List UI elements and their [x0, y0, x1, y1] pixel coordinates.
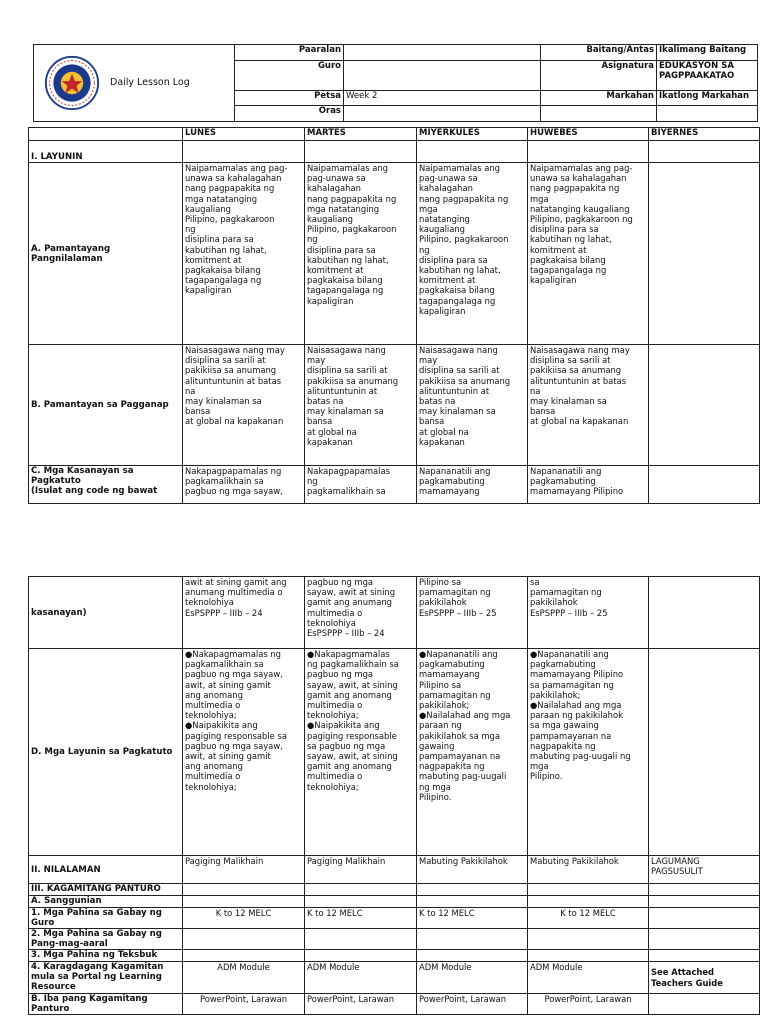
cell-gabay-guro-martes: K to 12 MELC: [305, 908, 417, 929]
cell-kasanayan-martes: Nakapagpapamalas ng pagkamalikhain sa: [305, 466, 417, 504]
document-title: Daily Lesson Log: [110, 77, 190, 88]
cell-pagganap-huwebes: Naisasagawa nang may disiplina sa sarili at pakikiisa sa anumang alituntuntunin at batas na may kinalaman sa bansa at global na kapakanan: [528, 345, 649, 466]
row-label-gabay-guro: 1. Mga Pahina sa Gabay ng Guro: [29, 908, 183, 929]
label-paaralan: Paaralan: [235, 45, 344, 61]
cell-iba-pang-miyerkules: PowerPoint, Larawan: [417, 994, 528, 1015]
cell-karagdagang-miyerkules: ADM Module: [417, 962, 528, 994]
day-header-martes: MARTES: [305, 128, 417, 141]
empty-cell: [657, 106, 758, 122]
cell-kasanayan-lunes: Nakapagpapamalas ng pagkamalikhain sa pagbuo ng mga sayaw,: [183, 466, 305, 504]
empty-cell: [541, 106, 657, 122]
value-asignatura: EDUKASYON SA PAGPPAAKATAO: [657, 60, 758, 90]
row-label-gabay-aaral: 2. Mga Pahina sa Gabay ng Pang-mag-aaral: [29, 929, 183, 950]
value-oras: [344, 106, 541, 122]
cell-kasanayan-cont-lunes: awit at sining gamit ang anumang multimedia o teknolohiya EsPSPPP – IIIb – 24: [183, 577, 305, 649]
empty-cell: [305, 884, 417, 896]
empty-cell: [417, 950, 528, 962]
value-guro: [344, 60, 541, 90]
day-header-biyernes: BIYERNES: [649, 128, 760, 141]
empty-cell: [528, 896, 649, 908]
empty-cell: [183, 929, 305, 950]
label-markahan: Markahan: [541, 90, 657, 106]
row-label-kasanayan: C. Mga Kasanayan sa Pagkatuto (Isulat ang code ng bawat: [29, 466, 183, 504]
cell-gabay-guro-miyerkules: K to 12 MELC: [417, 908, 528, 929]
empty-cell: [528, 884, 649, 896]
row-label-karagdagang: 4. Karagdagang Kagamitan mula sa Portal ng Learning Resource: [29, 962, 183, 994]
value-paaralan: [344, 45, 541, 61]
row-label-teksbuk: 3. Mga Pahina ng Teksbuk: [29, 950, 183, 962]
header-table: [33, 44, 758, 122]
section-layunin: I. LAYUNIN: [29, 141, 183, 163]
cell-layunin-huwebes: ●Napananatili ang pagkamabuting mamamayang Pilipino sa pamamagitan ng pakikilahok; ●Nailalahad ang mga paraan ng pakikilahok sa mga gawaing pampamayanan na nagpapakita ng mabuting pag-uugali ng mga Pilipino.: [528, 649, 649, 856]
row-label-layunin-pagkatuto: D. Mga Layunin sa Pagkatuto: [29, 649, 183, 856]
empty-cell: [417, 896, 528, 908]
day-header-miyerkules: MIYERKULES: [417, 128, 528, 141]
empty-cell: [649, 896, 760, 908]
cell-nilalaman-biyernes: LAGUMANG PAGSUSULIT: [649, 856, 760, 884]
corner-cell: [29, 128, 183, 141]
cell-kasanayan-huwebes: Napananatili ang pagkamabuting mamamayang Pilipino: [528, 466, 649, 504]
cell-pangnilalaman-huwebes: Naipamamalas ang pag-unawa sa kahalagahan nang pagpapakita ng mga natatanging kaugaliang Pilipino, pagkakaroon ng disiplina para sa kabutihan ng lahat, komitment at pagkakaisa bilang tagapangalaga ng kapaligiran: [528, 163, 649, 345]
cell-layunin-biyernes: [649, 649, 760, 856]
cell-karagdagang-lunes: ADM Module: [183, 962, 305, 994]
value-baitang: Ikalimang Baitang: [657, 45, 758, 61]
cell-pangnilalaman-miyerkules: Naipamamalas ang pag-unawa sa kahalagahan nang pagpapakita ng mga natatanging kaugaliang Pilipino, pagkakaroon ng disiplina para sa kabutihan ng lahat, komitment at pagkakaisa bilang tagapangalaga ng kapaligiran: [417, 163, 528, 345]
empty-cell: [183, 884, 305, 896]
empty-cell: [649, 141, 760, 163]
row-label-iba-pang: B. Iba pang Kagamitang Panturo: [29, 994, 183, 1015]
empty-cell: [305, 141, 417, 163]
cell-pagganap-biyernes: [649, 345, 760, 466]
cell-karagdagang-huwebes: ADM Module: [528, 962, 649, 994]
lesson-table-part2: [28, 576, 760, 1015]
empty-cell: [417, 884, 528, 896]
empty-cell: [528, 141, 649, 163]
empty-cell: [417, 141, 528, 163]
empty-cell: [183, 141, 305, 163]
row-label-pamantayan-pagganap: B. Pamantayan sa Pagganap: [29, 345, 183, 466]
label-petsa: Petsa: [235, 90, 344, 106]
cell-karagdagang-martes: ADM Module: [305, 962, 417, 994]
cell-layunin-miyerkules: ●Napananatili ang pagkamabuting mamamayang Pilipino sa pamamagitan ng pakikilahok; ●Nailalahad ang mga paraan ng pakikilahok sa mga gawaing pampamayanan na nagpapakita ng mabuting pag-uugali ng mga Pilipino.: [417, 649, 528, 856]
cell-nilalaman-lunes: Pagiging Malikhain: [183, 856, 305, 884]
day-header-huwebes: HUWEBES: [528, 128, 649, 141]
row-label-pamantayang-pangnilalaman: A. Pamantayang Pangnilalaman: [29, 163, 183, 345]
label-guro: Guro: [235, 60, 344, 90]
empty-cell: [649, 884, 760, 896]
row-label-kasanayan-cont: kasanayan): [29, 577, 183, 649]
cell-layunin-martes: ●Nakapagmamalas ng pagkamalikhain sa pagbuo ng mga sayaw, awit, at sining gamit ang anomang multimedia o teknolohiya; ●Naipakikita ang pagiging responsable sa pagbuo ng mga sayaw, awit, at sining gamit ang anomang multimedia o teknolohiya;: [305, 649, 417, 856]
cell-iba-pang-martes: PowerPoint, Larawan: [305, 994, 417, 1015]
cell-kasanayan-biyernes: [649, 466, 760, 504]
cell-iba-pang-biyernes: [649, 994, 760, 1015]
row-label-kagamitang-panturo: III. KAGAMITANG PANTURO: [29, 884, 183, 896]
cell-pagganap-lunes: Naisasagawa nang may disiplina sa sarili at pakikiisa sa anumang alituntuntunin at batas na may kinalaman sa bansa at global na kapakanan: [183, 345, 305, 466]
cell-nilalaman-martes: Pagiging Malikhain: [305, 856, 417, 884]
deped-seal-icon: [44, 55, 100, 111]
cell-pagganap-miyerkules: Naisasagawa nang may disiplina sa sarili at pakikiisa sa anumang alituntuntunin at batas na may kinalaman sa bansa at global na kapakanan: [417, 345, 528, 466]
day-header-lunes: LUNES: [183, 128, 305, 141]
value-markahan: Ikatlong Markahan: [657, 90, 758, 106]
empty-cell: [305, 929, 417, 950]
cell-pagganap-martes: Naisasagawa nang may disiplina sa sarili at pakikiisa sa anumang alituntuntunin at batas na may kinalaman sa bansa at global na kapakanan: [305, 345, 417, 466]
empty-cell: [649, 950, 760, 962]
cell-pangnilalaman-biyernes: [649, 163, 760, 345]
empty-cell: [649, 929, 760, 950]
cell-kasanayan-miyerkules: Napananatili ang pagkamabuting mamamayang: [417, 466, 528, 504]
cell-nilalaman-huwebes: Mabuting Pakikilahok: [528, 856, 649, 884]
row-label-nilalaman: II. NILALAMAN: [29, 856, 183, 884]
cell-gabay-guro-lunes: K to 12 MELC: [183, 908, 305, 929]
empty-cell: [417, 929, 528, 950]
lesson-table-part1: [28, 127, 760, 504]
cell-karagdagang-biyernes: See Attached Teachers Guide: [649, 962, 760, 994]
cell-nilalaman-miyerkules: Mabuting Pakikilahok: [417, 856, 528, 884]
empty-cell: [183, 896, 305, 908]
empty-cell: [305, 950, 417, 962]
value-petsa: Week 2: [344, 90, 541, 106]
cell-iba-pang-lunes: PowerPoint, Larawan: [183, 994, 305, 1015]
cell-gabay-guro-biyernes: [649, 908, 760, 929]
cell-pangnilalaman-martes: Naipamamalas ang pag-unawa sa kahalagahan nang pagpapakita ng mga natatanging kaugaliang Pilipino, pagkakaroon ng disiplina para sa kabutihan ng lahat, komitment at pagkakaisa bilang tagapangalaga ng kapaligiran: [305, 163, 417, 345]
label-oras: Oras: [235, 106, 344, 122]
label-asignatura: Asignatura: [541, 60, 657, 90]
cell-pangnilalaman-lunes: Naipamamalas ang pag-unawa sa kahalagahan nang pagpapakita ng mga natatanging kaugaliang Pilipino, pagkakaroon ng disiplina para sa kabutihan ng lahat, komitment at pagkakaisa bilang tagapangalaga ng kapaligiran: [183, 163, 305, 345]
cell-kasanayan-cont-huwebes: sa pamamagitan ng pakikilahok EsPSPPP – IIIb – 25: [528, 577, 649, 649]
cell-gabay-guro-huwebes: K to 12 MELC: [528, 908, 649, 929]
label-baitang: Baitang/Antas: [541, 45, 657, 61]
cell-kasanayan-cont-martes: pagbuo ng mga sayaw, awit at sining gamit ang anumang multimedia o teknolohiya EsPSPPP – IIIb – 24: [305, 577, 417, 649]
cell-kasanayan-cont-miyerkules: Pilipino sa pamamagitan ng pakikilahok EsPSPPP – IIIb – 25: [417, 577, 528, 649]
cell-layunin-lunes: ●Nakapagmamalas ng pagkamalikhain sa pagbuo ng mga sayaw, awit, at sining gamit ang anomang multimedia o teknolohiya; ●Naipakikita ang pagiging responsable sa pagbuo ng mga sayaw, awit, at sining gamit ang anomang multimedia o teknolohiya;: [183, 649, 305, 856]
row-label-sanggunian: A. Sanggunian: [29, 896, 183, 908]
cell-kasanayan-cont-biyernes: [649, 577, 760, 649]
empty-cell: [528, 950, 649, 962]
empty-cell: [183, 950, 305, 962]
cell-iba-pang-huwebes: PowerPoint, Larawan: [528, 994, 649, 1015]
empty-cell: [528, 929, 649, 950]
empty-cell: [305, 896, 417, 908]
header-logo-cell: [34, 45, 235, 122]
